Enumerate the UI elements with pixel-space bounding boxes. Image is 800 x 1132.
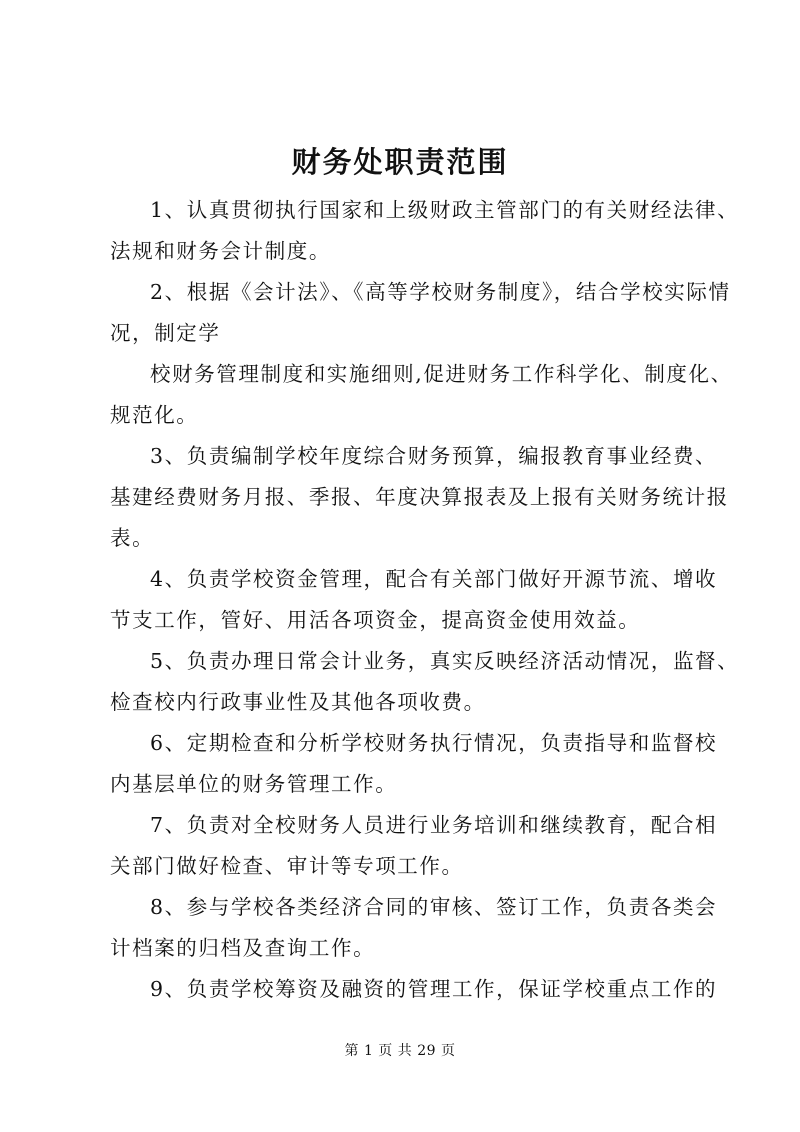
text-line: 9、负责学校筹资及融资的管理工作，保证学校重点工作的: [150, 977, 718, 1001]
text-line: 关部门做好检查、审计等专项工作。: [110, 854, 464, 878]
text-line: 规范化。: [110, 403, 199, 427]
text-line: 8、参与学校各类经济合同的审核、签订工作，负责各类会: [150, 895, 718, 919]
text-line: 2、根据《会计法》、《高等学校财务制度》，结合学校实际情: [150, 280, 731, 304]
document-body: [110, 190, 740, 1010]
text-line: 表。: [110, 526, 155, 550]
text-line: 校财务管理制度和实施细则,促进财务工作科学化、制度化、: [150, 362, 733, 386]
text-line: 检查校内行政事业性及其他各项收费。: [110, 690, 486, 714]
document-title: 财务处职责范围: [291, 145, 509, 179]
paragraph-3: [110, 436, 729, 559]
text-line: 节支工作，管好、用活各项资金，提高资金使用效益。: [110, 608, 641, 632]
text-line: 1、认真贯彻执行国家和上级财政主管部门的有关财经法律、: [150, 198, 740, 222]
paragraph-1: [110, 190, 740, 272]
paragraph-7: [110, 805, 718, 887]
paragraph-9: [110, 969, 718, 1010]
text-line: 法规和财务会计制度。: [110, 239, 331, 263]
paragraph-4: [110, 559, 718, 641]
text-line: 内基层单位的财务管理工作。: [110, 772, 398, 796]
text-line: 基建经费财务月报、季报、年度决算报表及上报有关财务统计报: [110, 485, 729, 509]
paragraph-5: [110, 641, 740, 723]
paragraph-2: [110, 272, 733, 436]
text-line: 5、负责办理日常会计业务，真实反映经济活动情况，监督、: [150, 649, 740, 673]
text-line: 7、负责对全校财务人员进行业务培训和继续教育，配合相: [150, 813, 718, 837]
text-line: 3、负责编制学校年度综合财务预算，编报教育事业经费、: [150, 444, 718, 468]
text-line: 6、定期检查和分析学校财务执行情况，负责指导和监督校: [150, 731, 718, 755]
text-line: 计档案的归档及查询工作。: [110, 936, 376, 960]
text-line: 况，制定学: [110, 321, 221, 345]
paragraph-8: [110, 887, 718, 969]
page-footer: 第 1 页 共 29 页: [344, 1043, 456, 1059]
text-line: 4、负责学校资金管理，配合有关部门做好开源节流、增收: [150, 567, 718, 591]
paragraph-6: [110, 723, 718, 805]
